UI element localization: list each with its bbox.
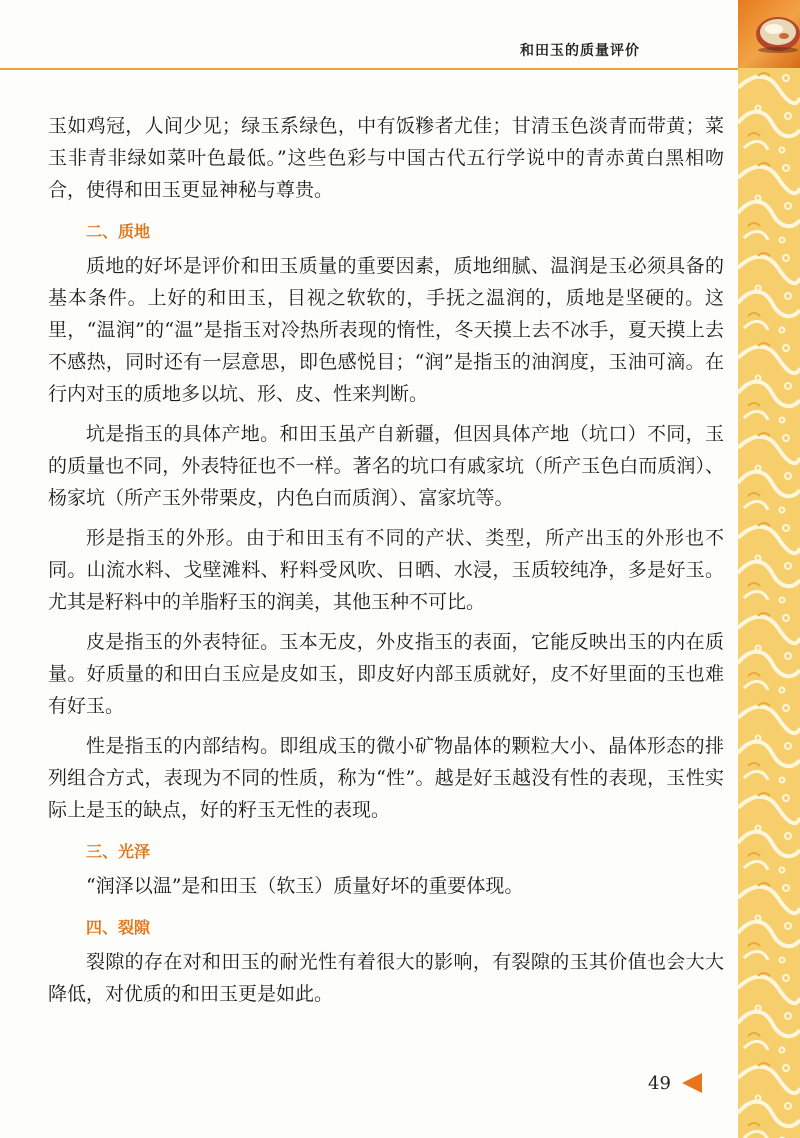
running-title: 和田玉的质量评价 <box>520 43 640 59</box>
page-arrow-icon <box>682 1073 702 1093</box>
corner-jade-image <box>738 0 800 68</box>
texture-paragraph-4: 皮是指玉的外表特征。玉本无皮，外皮指玉的表面，它能反映出玉的内在质量。好质量的和田白玉应是皮如玉，即皮好内部玉质就好，皮不好里面的玉也难有好玉。 <box>48 631 724 717</box>
header-bar <box>0 0 738 70</box>
cracks-paragraph: 裂隙的存在对和田玉的耐光性有着很大的影响，有裂隙的玉其价值也会大大降低，对优质的和田玉更是如此。 <box>48 951 724 1005</box>
section-heading-cracks: 四、裂隙 <box>86 918 151 937</box>
wave-pattern-icon <box>738 68 800 1138</box>
section-heading-texture: 二、质地 <box>86 222 151 241</box>
texture-paragraph-3: 形是指玉的外形。由于和田玉有不同的产状、类型，所产出玉的外形也不同。山流水料、戈壁滩料、籽料受风吹、日晒、水浸，玉质较纯净，多是好玉。尤其是籽料中的羊脂籽玉的润美，其他玉种不可比。 <box>48 527 724 613</box>
decorative-wave-border <box>738 68 800 1138</box>
page-number: 49 <box>648 1073 671 1094</box>
section-heading-luster: 三、光泽 <box>86 842 151 861</box>
jade-stone-icon <box>752 10 800 54</box>
texture-paragraph-5: 性是指玉的内部结构。即组成玉的微小矿物晶体的颗粒大小、晶体形态的排列组合方式，表现为不同的性质，称为“性”。越是好玉越没有性的表现，玉性实际上是玉的缺点，好的籽玉无性的表现。 <box>48 735 724 821</box>
body-text <box>48 110 724 1010</box>
texture-paragraph-1: 质地的好坏是评价和田玉质量的重要因素，质地细腻、温润是玉必须具备的基本条件。上好的和田玉，目视之软软的，手抚之温润的，质地是坚硬的。这里，“温润”的“温”是指玉对冷热所表现的惰性，冬天摸上去不冰手，夏天摸上去不感热，同时还有一层意思，即色感悦目；“润”是指玉的油润度，玉油可滴。在行内对玉的质地多以坑、形、皮、性来判断。 <box>48 255 724 405</box>
intro-paragraph: 玉如鸡冠，人间少见；绿玉系绿色，中有饭糁者尤佳；甘清玉色淡青而带黄；菜玉非青非绿如菜叶色最低。”这些色彩与中国古代五行学说中的青赤黄白黑相吻合，使得和田玉更显神秘与尊贵。 <box>48 115 724 201</box>
luster-paragraph: “润泽以温”是和田玉（软玉）质量好坏的重要体现。 <box>86 875 524 897</box>
texture-paragraph-2: 坑是指玉的具体产地。和田玉虽产自新疆，但因具体产地（坑口）不同，玉的质量也不同，外表特征也不一样。著名的坑口有戚家坑（所产玉色白而质润）、杨家坑（所产玉外带栗皮，内色白而质润）、富家坑等。 <box>48 423 724 509</box>
